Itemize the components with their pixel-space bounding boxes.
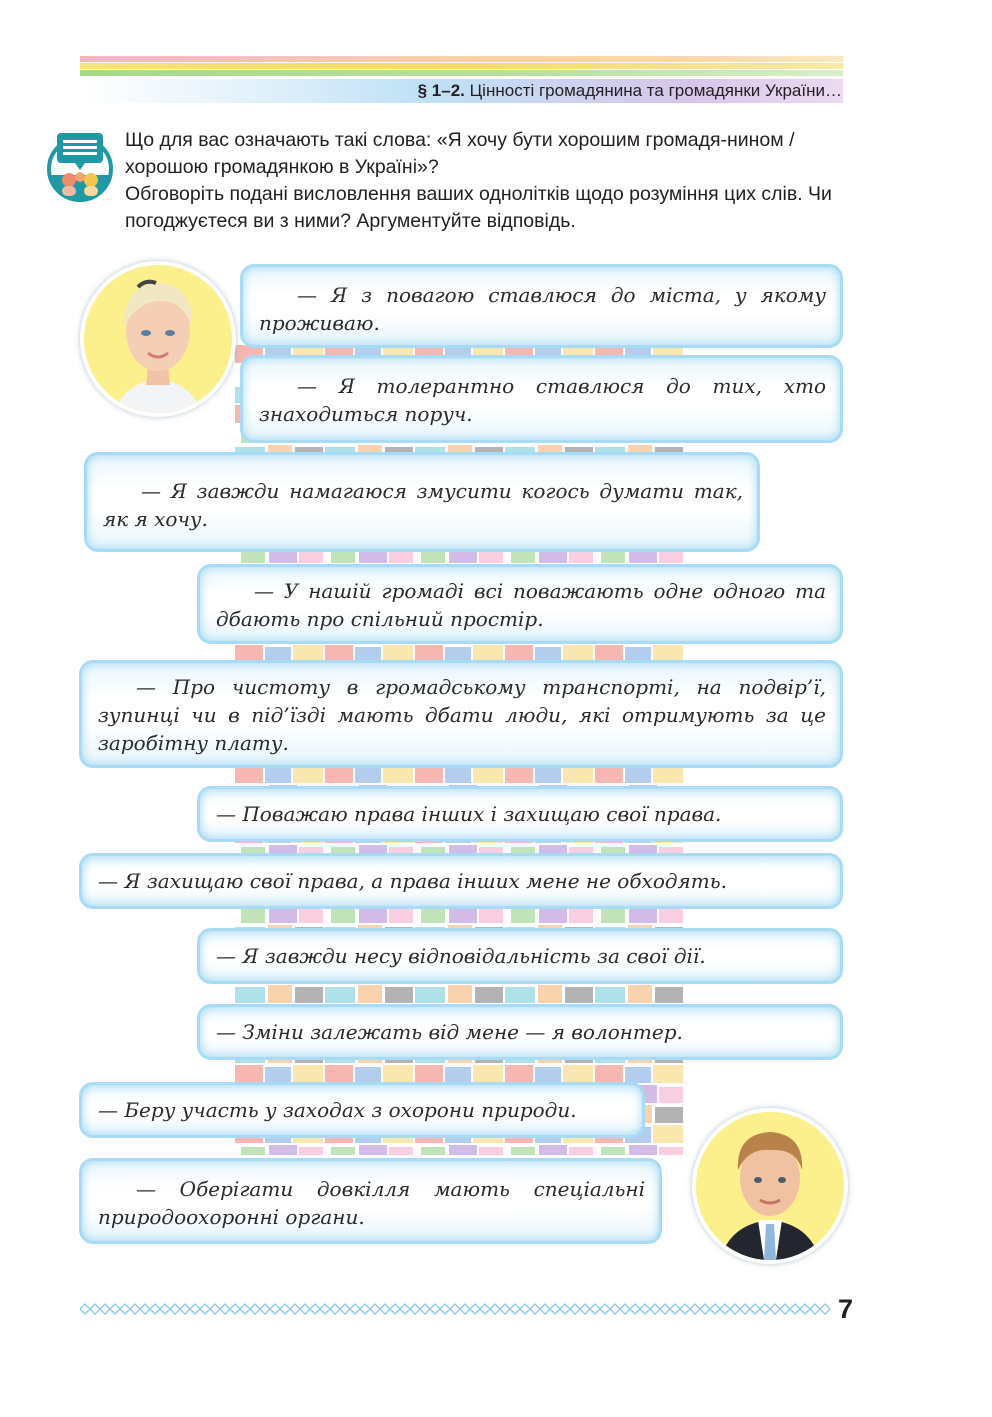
task-question: Що для вас означають такі слова: «Я хочу бути хорошим громадя-нином / хорошою громадянкою в Україні»? (125, 129, 795, 178)
statement-text: — Я захищаю свої права, а права інших мене не обходять. (98, 869, 727, 893)
statement-bubble-3 (84, 452, 760, 552)
statement-bubble-6 (197, 786, 843, 842)
girl-portrait-image (84, 265, 232, 413)
footer-ornament (80, 1301, 830, 1317)
header-stripe-green (80, 70, 843, 76)
task-instruction: Обговоріть подані висловлення ваших однолітків щодо розуміння цих слів. Чи погоджуєтеся ви з ними? Аргументуйте відповідь. (125, 183, 832, 232)
statement-bubble-8 (197, 928, 843, 984)
discussion-icon (47, 131, 113, 203)
section-title: Цінності громадянина та громадянки України… (469, 81, 842, 100)
statement-text: — Я толерантно ставлюся до тих, хто знаходиться поруч. (259, 374, 826, 426)
statement-text: — Я завжди несу відповідальність за свої дії. (216, 944, 706, 968)
statement-bubble-9 (197, 1004, 843, 1060)
statement-bubble-11 (79, 1158, 662, 1244)
header-stripe-yellow (80, 63, 843, 69)
statement-bubble-1 (240, 264, 843, 348)
statement-bubble-10 (79, 1082, 645, 1138)
statement-text: — Поважаю права інших і захищаю свої права. (216, 802, 722, 826)
statement-text: — Про чистоту в громадському транспорті, на подвір’ї, зупинці чи в під’їзді мають дбати люди, які отримують за це заробітну плату. (98, 675, 826, 755)
statement-text: — Беру участь у заходах з охорони природи. (98, 1098, 577, 1122)
statement-bubble-2 (240, 355, 843, 443)
section-number: § 1–2. (417, 81, 465, 100)
statement-text: — Я з повагою ставлюся до міста, у якому проживаю. (259, 283, 826, 335)
page-number: 7 (838, 1294, 854, 1324)
statement-text: — У нашій громаді всі поважають одне одного та дбають про спільний простір. (216, 579, 826, 631)
statement-text: — Зміни залежать від мене — я волонтер. (216, 1020, 683, 1044)
statement-bubble-4 (197, 564, 843, 644)
header-stripe-pink (80, 56, 843, 62)
boy-avatar (692, 1108, 848, 1264)
statement-text: — Я завжди намагаюся змусити когось думати так, як я хочу. (103, 479, 743, 531)
statement-bubble-7 (79, 853, 843, 909)
statement-bubble-5 (79, 660, 843, 768)
boy-portrait-image (696, 1112, 844, 1260)
running-header (418, 80, 842, 102)
task-text (125, 127, 850, 235)
girl-avatar (80, 261, 236, 417)
statement-text: — Оберігати довкілля мають спеціальні природоохоронні органи. (98, 1177, 645, 1229)
